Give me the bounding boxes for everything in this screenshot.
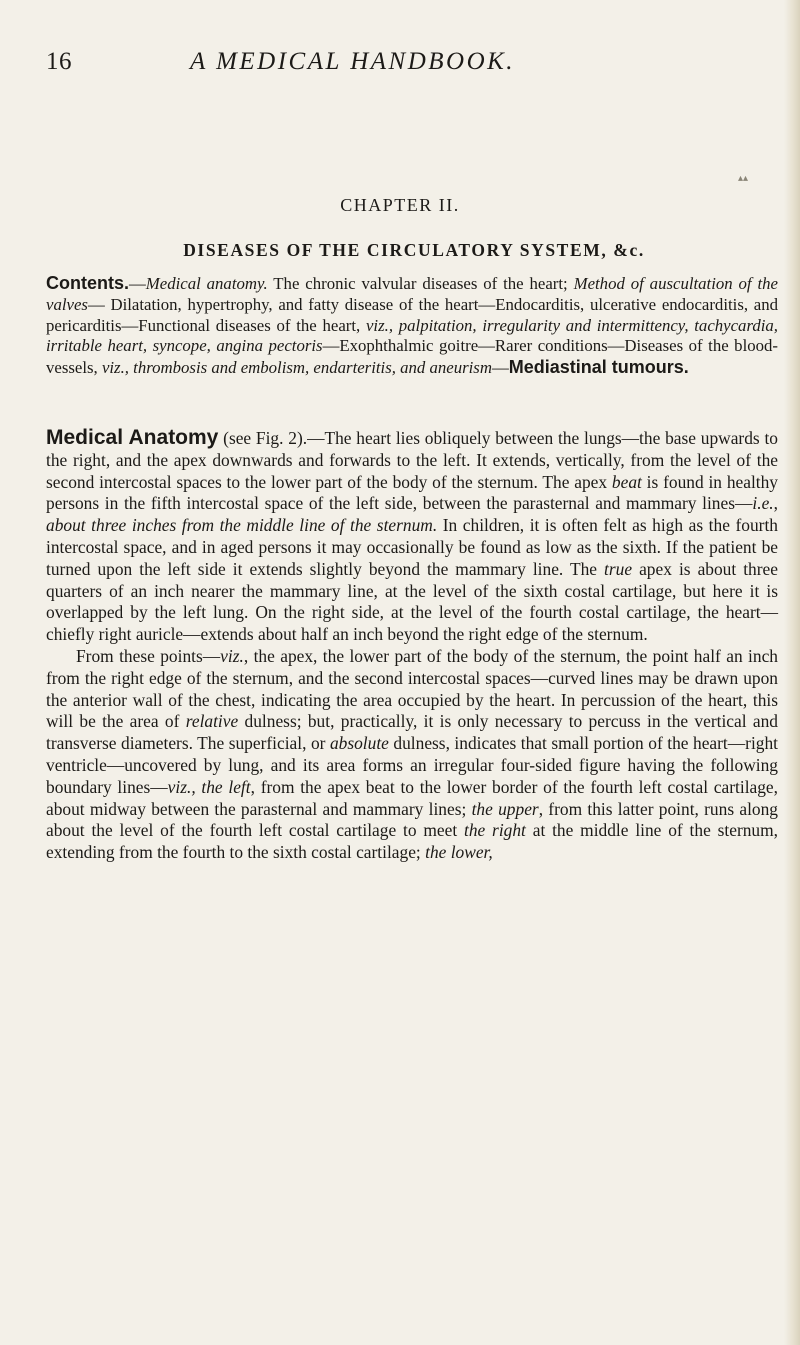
- body-italic: true: [604, 558, 633, 579]
- contents-italic: Medical anatomy.: [145, 274, 268, 293]
- body-italic: i.e.: [752, 493, 774, 514]
- contents-text: —Exophthalmic goitre—Rarer conditions—Diseases of the blood-vessels,: [46, 336, 778, 378]
- body-text: (see Fig. 2).—The heart lies obliquely between the lungs—the base upwards to the right, and the apex downwards and forwards to the left. It extends, vertically, from the level of the second intercostal spaces to the lower part of the body of the sternum. The apex: [46, 428, 778, 492]
- running-title: A MEDICAL HANDBOOK.: [190, 48, 516, 75]
- contents-italic: Method of auscultation of the valves: [46, 274, 778, 314]
- anatomy-paragraph-1: [46, 427, 778, 646]
- chapter-heading: CHAPTER II.: [340, 195, 460, 215]
- contents-text: — Dilatation, hypertrophy, and fatty disease of the heart—Endocarditis, ulcerative endocarditis, and pericarditis—Functional diseases of the heart,: [46, 294, 778, 335]
- contents-text: The chronic valvular diseases of the heart;: [267, 274, 574, 293]
- body-text: In children, it is often felt as high as the fourth intercostal space, and in aged persons it may occasionally be found as low as the sixth. If the patient be turned upon the left side it extends slightly beyond the mammary line. The: [46, 515, 778, 579]
- body-text: at the middle line of the sternum, extending from the fourth to the sixth costal cartilage;: [46, 820, 778, 863]
- body-text: dulness; but, practically, it is only necessary to percuss in the vertical and transverse diameters. The superficial, or: [46, 711, 778, 754]
- contents-paragraph: [46, 273, 778, 379]
- anatomy-section: [46, 427, 778, 864]
- contents-text: —: [129, 274, 146, 293]
- contents-italic: viz., thrombosis and embolism, endarteritis, and aneurism: [101, 358, 492, 378]
- body-text: From these points—: [76, 645, 221, 666]
- body-text: apex is about three quarters of an inch nearer the mammary line, at the level of the sixth costal cartilage, but here it is overlapped by the left lung. On the right side, at the level of the fourth costal cartilage, the heart—chiefly right auricle—extends about half an inch beyond the right edge of the sternum.: [46, 558, 778, 645]
- contents-lead: Contents.: [46, 273, 129, 293]
- body-italic: the lower,: [425, 842, 493, 863]
- page-number: 16: [46, 48, 72, 75]
- margin-mark: ▴▴: [738, 173, 749, 184]
- running-head: [0, 48, 800, 78]
- body-text: , from this latter point, runs along about the level of the fourth left costal cartilage to meet: [46, 798, 778, 841]
- body-italic: beat: [611, 471, 642, 492]
- anatomy-paragraph-2: [46, 646, 778, 864]
- body-text: dulness, indicates that small portion of the heart—right ventricle—uncovered by lung, and its area forms an irregular four-sided figure having the following boundary lines—: [46, 733, 779, 797]
- body-text: ,: [773, 493, 778, 514]
- body-text: , the apex, the lower part of the body of the sternum, the point half an inch from the right edge of the sternum, and the second intercostal spaces—curved lines may be drawn upon the anterior wall of the chest, indicating the area occupied by the heart. In percussion of the heart, this will be the area of: [46, 645, 778, 732]
- body-italic: viz., the left: [167, 776, 251, 797]
- body-italic: about three inches from the middle line of the sternum.: [46, 515, 438, 536]
- contents-bold: Mediastinal tumours.: [508, 357, 689, 378]
- body-italic: the right: [463, 820, 526, 841]
- body-italic: viz.: [220, 645, 244, 666]
- body-text: is found in healthy persons in the fifth intercostal space of the left side, between the parasternal and mammary lines—: [46, 471, 779, 514]
- body-italic: absolute: [329, 733, 389, 754]
- contents-italic: viz., palpitation, irregularity and intermittency, tachycardia, irritable heart, syncope, angina pectoris: [46, 315, 778, 356]
- body-text: , from the apex beat to the lower border of the fourth left costal cartilage, about midway between the parasternal and mammary lines;: [46, 776, 779, 819]
- anatomy-lead: Medical Anatomy: [46, 426, 219, 449]
- section-title: DISEASES OF THE CIRCULATORY SYSTEM, &c.: [183, 240, 645, 260]
- body-italic: relative: [185, 711, 239, 732]
- contents-text: —: [491, 358, 509, 378]
- body-italic: the upper: [471, 798, 539, 819]
